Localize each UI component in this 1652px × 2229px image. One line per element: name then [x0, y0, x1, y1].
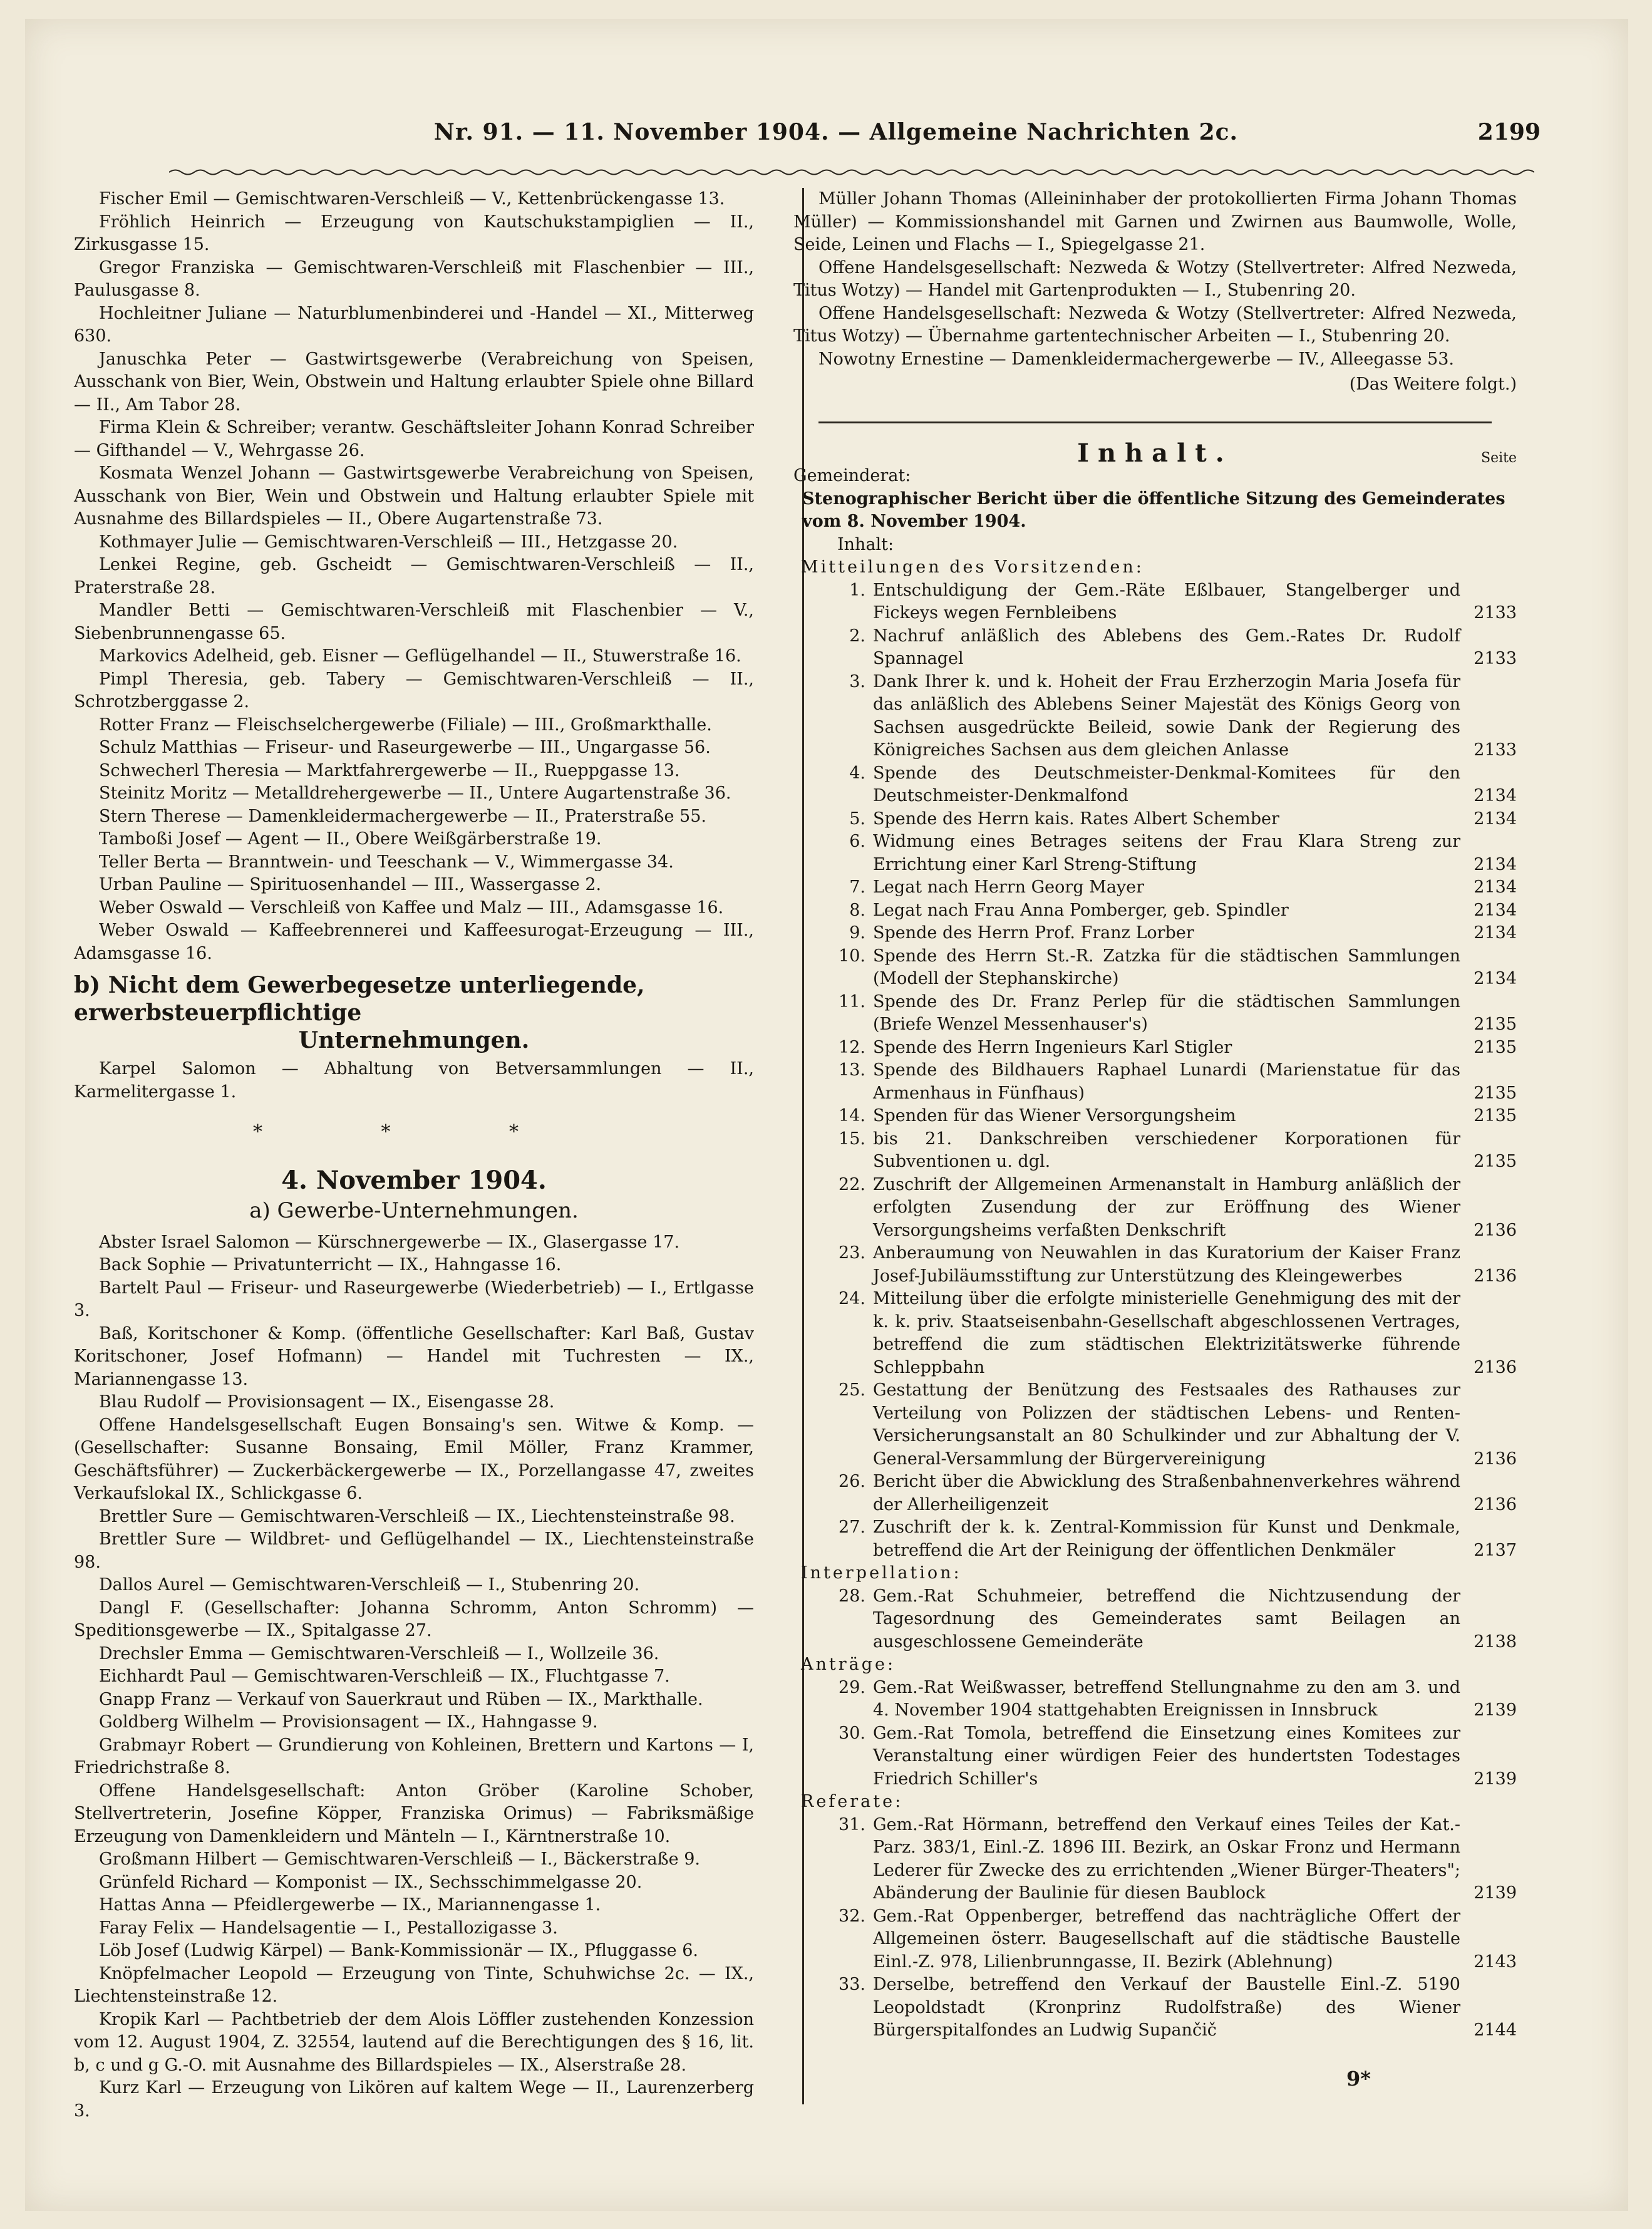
list-entry: Tamboßi Josef — Agent — II., Obere Weißgärberstraße 19.: [99, 829, 602, 849]
list-entry: Hattas Anna — Pfeidlergewerbe — IX., Mariannengasse 1.: [99, 1895, 601, 1915]
toc-item-text: Anberaumung von Neuwahlen in das Kuratorium der Kaiser Franz Josef-Jubiläumsstiftung zur Unterstützung des Kleingewerbes: [873, 1243, 1460, 1286]
entry-list-2: [74, 1058, 754, 1104]
toc-item-page: 2135: [1474, 1015, 1517, 1034]
list-entry: Pimpl Theresia, geb. Tabery — Gemischtwaren-Verschleiß — II., Schrotzberggasse 2.: [74, 669, 754, 711]
section-rule: [818, 421, 1492, 423]
toc-item: [793, 625, 1517, 671]
toc-item-page: 2143: [1474, 1952, 1517, 1972]
toc-item-page: 2134: [1474, 786, 1517, 805]
toc-item-number: 28.: [839, 1586, 865, 1606]
list-entry: Stern Therese — Damenkleidermachergewerbe — II., Praterstraße 55.: [99, 806, 706, 826]
toc-item-number: 8.: [849, 900, 865, 920]
entry-list-right: [793, 188, 1517, 371]
toc-item-page: 2136: [1474, 1266, 1517, 1286]
toc-item: [793, 1174, 1517, 1243]
toc-item-number: 25.: [839, 1380, 865, 1400]
list-entry: Offene Handelsgesellschaft: Nezweda & Wotzy (Stellvertreter: Alfred Nezweda, Titus Wotzy) — Handel mit Gartenprodukten — I., Stubenring 20.: [793, 257, 1517, 300]
toc-item-text: Gem.-Rat Hörmann, betreffend den Verkauf eines Teiles der Kat.-Parz. 383/1, Einl.-Z. 1896 III. Bezirk, an Oskar Fronz und Hermann Lederer für Zwecke des zu errichtenden „Wiener Bürger-Theaters"; Abänderung der Baulinie für diesen Baublock: [873, 1814, 1460, 1903]
toc-item-number: 1.: [849, 580, 865, 600]
toc-item-number: 24.: [839, 1289, 865, 1308]
header-wavy-rule: [169, 168, 1534, 177]
toc-item-text: Spende des Herrn Ingenieurs Karl Stigler: [873, 1037, 1232, 1057]
toc-item-text: Gem.-Rat Oppenberger, betreffend das nachträgliche Offert der Allgemeinen österr. Baugesellschaft auf die städtische Baustelle Einl.-Z. 978, Lilienbrunngasse, II. Bezirk (Ablehnung): [873, 1906, 1460, 1972]
section-b-heading: b) Nicht dem Gewerbegesetze unterliegende, erwerbsteuerpflichtige Unternehmungen.: [74, 972, 645, 1053]
toc-item-page: 2144: [1474, 2020, 1517, 2040]
list-entry: Schulz Matthias — Friseur- und Raseurgewerbe — III., Ungargasse 56.: [99, 738, 711, 757]
toc-item-text: Nachruf anläßlich des Ablebens des Gem.-Rates Dr. Rudolf Spannagel: [873, 626, 1460, 668]
inhalt-label: Inhalt:: [837, 534, 894, 554]
list-entry: Baß, Koritschoner & Komp. (öffentliche Gesellschafter: Karl Baß, Gustav Koritschoner, Josef Hofmann) — Handel mit Tuchresten — IX., Mariannengasse 13.: [74, 1323, 754, 1389]
header-title: Nr. 91. — 11. November 1904. — Allgemeine Nachrichten 2c.: [433, 119, 1239, 145]
toc-item: [793, 1037, 1517, 1060]
list-entry: Januschka Peter — Gastwirtsgewerbe (Verabreichung von Speisen, Ausschank von Bier, Wein, Obstwein und Haltung erlaubter Spiele ohne Billard — II., Am Tabor 28.: [74, 349, 754, 415]
toc-item-page: 2138: [1474, 1632, 1517, 1652]
toc-item-number: 29.: [839, 1677, 865, 1697]
list-entry: Karpel Salomon — Abhaltung von Betversammlungen — II., Karmelitergasse 1.: [74, 1059, 754, 1102]
list-entry: Dallos Aurel — Gemischtwaren-Verschleiß — I., Stubenring 20.: [99, 1575, 640, 1595]
toc-item: [793, 1585, 1517, 1654]
list-entry: Gnapp Franz — Verkauf von Sauerkraut und Rüben — IX., Markthalle.: [99, 1689, 703, 1709]
toc-item-number: 7.: [849, 877, 865, 897]
toc-item: [793, 899, 1517, 923]
toc-item-page: 2134: [1474, 877, 1517, 897]
toc-item-number: 14.: [839, 1106, 865, 1125]
list-entry: Brettler Sure — Wildbret- und Geflügelhandel — IX., Liechtensteinstraße 98.: [74, 1529, 754, 1572]
seite-label: Seite: [1481, 450, 1517, 466]
list-entry: Back Sophie — Privatunterricht — IX., Hahngasse 16.: [99, 1255, 562, 1275]
list-entry: Löb Josef (Ludwig Kärpel) — Bank-Kommissionär — IX., Pfluggasse 6.: [99, 1941, 698, 1960]
toc-item-page: 2134: [1474, 969, 1517, 988]
toc-item-page: 2134: [1474, 923, 1517, 943]
toc-item: [793, 1471, 1517, 1516]
toc-mitteilungen: [793, 579, 1517, 1563]
toc-item-number: 2.: [849, 626, 865, 646]
section-stars: * * *: [252, 1121, 576, 1143]
toc-item: [793, 1814, 1517, 1905]
toc-item: [793, 1722, 1517, 1791]
toc-item-number: 26.: [839, 1472, 865, 1491]
toc-item-text: Spenden für das Wiener Versorgungsheim: [873, 1106, 1236, 1125]
toc-item-text: Zuschrift der Allgemeinen Armenanstalt in Hamburg anläßlich der erfolgten Zusendung der zur Eröffnung des Wiener Versorgungsheims verfaßten Denkschrift: [873, 1174, 1460, 1240]
toc-item-text: Gestattung der Benützung des Festsaales des Rathauses zur Verteilung von Polizzen der städtischen Lebens- und Renten-Versicherungsanstalt an 80 Schulkinder und zur Abhaltung der V. General-Versammlung der Bürgervereinigung: [873, 1380, 1460, 1469]
toc-item-number: 31.: [839, 1814, 865, 1834]
toc-item-page: 2134: [1474, 854, 1517, 874]
list-entry: Knöpfelmacher Leopold — Erzeugung von Tinte, Schuhwichse 2c. — IX., Liechtensteinstraße 12.: [74, 1963, 754, 2006]
list-entry: Weber Oswald — Verschleiß von Kaffee und Malz — III., Adamsgasse 16.: [99, 897, 724, 918]
toc-item: [793, 1905, 1517, 1974]
list-entry: Hochleitner Juliane — Naturblumenbinderei und -Handel — XI., Mitterweg 630.: [74, 303, 754, 346]
toc-item-text: Gem.-Rat Schuhmeier, betreffend die Nichtzusendung der Tagesordnung des Gemeinderates samt Beilagen an ausgeschlossene Gemeinderäte: [873, 1586, 1460, 1652]
list-entry: Teller Berta — Branntwein- und Teeschank — V., Wimmergasse 34.: [99, 852, 674, 872]
toc-item-number: 10.: [839, 946, 865, 966]
entry-list-1: [74, 188, 754, 965]
list-entry: Blau Rudolf — Provisionsagent — IX., Eisengasse 28.: [99, 1392, 555, 1412]
toc-item-page: 2133: [1474, 603, 1517, 623]
list-entry: Faray Felix — Handelsagentie — I., Pestallozigasse 3.: [99, 1918, 558, 1938]
toc-item-page: 2136: [1474, 1449, 1517, 1469]
toc-item-page: 2135: [1474, 1152, 1517, 1171]
toc-item: [793, 991, 1517, 1037]
list-entry: Grabmayr Robert — Grundierung von Kohleinen, Brettern und Kartons — I, Friedrichstraße 8.: [74, 1735, 754, 1777]
date-heading: 4. November 1904.: [281, 1165, 547, 1195]
list-entry: Firma Klein & Schreiber; verantw. Geschäftsleiter Johann Konrad Schreiber — Gifthandel — V., Wehrgasse 26.: [74, 418, 754, 460]
toc-item: [793, 945, 1517, 991]
contents-title: Inhalt. Seite: [793, 442, 1517, 465]
gemeinderat-label: Gemeinderat:: [793, 466, 911, 485]
list-entry: Weber Oswald — Kaffeebrennerei und Kaffeesurogat-Erzeugung — III., Adamsgasse 16.: [74, 921, 754, 963]
toc-item-text: Gem.-Rat Tomola, betreffend die Einsetzung eines Komitees zur Veranstaltung einer würdigen Feier des hundertsten Todestages Friedrich Schiller's: [873, 1723, 1460, 1789]
toc-item: [793, 1677, 1517, 1722]
list-entry: Eichhardt Paul — Gemischtwaren-Verschleiß — IX., Fluchtgasse 7.: [99, 1667, 670, 1686]
list-entry: Markovics Adelheid, geb. Eisner — Geflügelhandel — II., Stuwerstraße 16.: [99, 646, 741, 666]
toc-item-text: Dank Ihrer k. und k. Hoheit der Frau Erzherzogin Maria Josefa für das anläßlich des Ablebens Seiner Majestät des Königs Georg von Sachsen ausgedrückte Beileid, sowie Dank der Regierung des Königreiches Sachsen aus dem gleichen Anlasse: [873, 671, 1460, 760]
toc-item: [793, 1516, 1517, 1562]
toc-item-text: Spende des Deutschmeister-Denkmal-Komitees für den Deutschmeister-Denkmalfond: [873, 763, 1460, 805]
toc-item-text: Mitteilung über die erfolgte ministerielle Genehmigung des mit der k. k. priv. Staatseisenbahn-Gesellschaft abgeschlossenen Vertrages, betreffend die zum städtischen Elektrizitätswerke führende Schleppbahn: [873, 1289, 1460, 1377]
bericht-title: Stenographischer Bericht über die öffentliche Sitzung des Gemeinderates vom 8. November 1904.: [802, 489, 1505, 531]
toc-item-page: 2139: [1474, 1700, 1517, 1720]
toc-item: [793, 671, 1517, 762]
toc-item-number: 3.: [849, 671, 865, 691]
toc-item-text: bis 21. Dankschreiben verschiedener Korporationen für Subventionen u. dgl.: [873, 1129, 1460, 1171]
list-entry: Rotter Franz — Fleischselchergewerbe (Filiale) — III., Großmarkthalle.: [99, 715, 712, 735]
toc-item-number: 11.: [839, 991, 865, 1011]
toc-item-number: 12.: [839, 1037, 865, 1057]
toc-item-number: 4.: [849, 763, 865, 783]
referate-label: Referate:: [801, 1792, 904, 1811]
toc-item-page: 2133: [1474, 740, 1517, 760]
toc-item-page: 2134: [1474, 809, 1517, 829]
toc-item: [793, 830, 1517, 876]
toc-item-number: 15.: [839, 1129, 865, 1149]
toc-item-page: 2137: [1474, 1540, 1517, 1560]
list-entry: Brettler Sure — Gemischtwaren-Verschleiß — IX., Liechtensteinstraße 98.: [99, 1506, 735, 1526]
toc-item-text: Zuschrift der k. k. Zentral-Kommission für Kunst und Denkmale, betreffend die Art der Reinigung der öffentlichen Denkmäler: [873, 1518, 1460, 1560]
toc-item: [793, 922, 1517, 945]
toc-item-text: Gem.-Rat Weißwasser, betreffend Stellungnahme zu den am 3. und 4. November 1904 stattgehabten Ereignissen in Innsbruck: [873, 1677, 1460, 1720]
signature-mark: 9*: [1346, 2067, 1371, 2091]
mitteilungen-label: Mitteilungen des Vorsitzenden:: [801, 557, 1144, 577]
toc-item-page: 2133: [1474, 649, 1517, 668]
entry-list-3: [74, 1231, 754, 2123]
list-entry: Gregor Franziska — Gemischtwaren-Verschleiß mit Flaschenbier — III., Paulusgasse 8.: [74, 257, 754, 300]
toc-item-text: Legat nach Frau Anna Pomberger, geb. Spindler: [873, 900, 1289, 920]
list-entry: Kurz Karl — Erzeugung von Likören auf kaltem Wege — II., Laurenzerberg 3.: [74, 2078, 754, 2121]
toc-item: [793, 1242, 1517, 1288]
toc-referate: [793, 1814, 1517, 2042]
list-entry: Kosmata Wenzel Johann — Gastwirtsgewerbe Verabreichung von Speisen, Ausschank von Bier, Wein und Obstwein und Haltung erlaubter Spiele mit Ausnahme des Billardspieles — II., Obere Augartenstraße 73.: [74, 463, 754, 529]
toc-item-page: 2135: [1474, 1037, 1517, 1057]
toc-item-text: Spende des Dr. Franz Perlep für die städtischen Sammlungen (Briefe Wenzel Messenhauser's): [873, 991, 1460, 1034]
list-entry: Urban Pauline — Spirituosenhandel — III., Wassergasse 2.: [99, 875, 602, 894]
toc-item-text: Entschuldigung der Gem.-Räte Eßlbauer, Stangelberger und Fickeys wegen Fernbleibens: [873, 580, 1460, 623]
toc-item: [793, 1105, 1517, 1128]
list-entry: Dangl F. (Gesellschafter: Johanna Schromm, Anton Schromm) — Speditionsgewerbe — IX., Spitalgasse 27.: [74, 1598, 754, 1640]
toc-item-text: Legat nach Herrn Georg Mayer: [873, 877, 1145, 897]
list-entry: Mandler Betti — Gemischtwaren-Verschleiß mit Flaschenbier — V., Siebenbrunnengasse 65.: [74, 601, 754, 643]
toc-item-page: 2135: [1474, 1083, 1517, 1103]
list-entry: Großmann Hilbert — Gemischtwaren-Verschleiß — I., Bäckerstraße 9.: [99, 1849, 700, 1869]
page-number: 2199: [1477, 119, 1541, 145]
left-column: [74, 188, 754, 2123]
list-entry: Schwecherl Theresia — Marktfahrergewerbe — II., Rueppgasse 13.: [99, 760, 680, 780]
list-entry: Müller Johann Thomas (Alleininhaber der protokollierten Firma Johann Thomas Müller) — Kommissionshandel mit Garnen und Zwirnen aus Baumwolle, Wolle, Seide, Leinen und Flachs — I., Spiegelgasse 21.: [793, 189, 1517, 254]
list-entry: Abster Israel Salomon — Kürschnergewerbe — IX., Glasergasse 17.: [99, 1232, 680, 1252]
toc-item: [793, 1288, 1517, 1379]
toc-item-page: 2135: [1474, 1106, 1517, 1125]
toc-item: [793, 1128, 1517, 1174]
sub-heading: a) Gewerbe-Unternehmungen.: [249, 1198, 579, 1223]
toc-item-page: 2136: [1474, 1357, 1517, 1377]
toc-item: [793, 1379, 1517, 1471]
toc-item: [793, 1059, 1517, 1105]
toc-item-number: 23.: [839, 1243, 865, 1263]
list-entry: Kropik Karl — Pachtbetrieb der dem Alois Löffler zustehenden Konzession vom 12. August 1904, Z. 32554, lautend auf die Berechtigungen des § 16, lit. b, c und g G.-O. mit Ausnahme des Billardspieles — IX., Alserstraße 28.: [74, 2009, 754, 2075]
toc-item-text: Spende des Herrn St.-R. Zatzka für die städtischen Sammlungen (Modell der Stephanskirche): [873, 946, 1460, 988]
list-entry: Goldberg Wilhelm — Provisionsagent — IX., Hahngasse 9.: [99, 1712, 598, 1732]
list-entry: Fischer Emil — Gemischtwaren-Verschleiß — V., Kettenbrückengasse 13.: [99, 189, 725, 209]
toc-item-text: Spende des Bildhauers Raphael Lunardi (Marienstatue für das Armenhaus in Fünfhaus): [873, 1060, 1460, 1103]
toc-item-page: 2134: [1474, 900, 1517, 920]
toc-item-number: 22.: [839, 1174, 865, 1194]
toc-item: [793, 876, 1517, 899]
toc-item-number: 33.: [839, 1975, 865, 1994]
list-entry: Offene Handelsgesellschaft: Nezweda & Wotzy (Stellvertreter: Alfred Nezweda, Titus Wotzy) — Übernahme gartentechnischer Arbeiten — I., Stubenring 20.: [793, 303, 1517, 346]
toc-item-text: Derselbe, betreffend den Verkauf der Baustelle Einl.-Z. 5190 Leopoldstadt (Kronprinz Rudolfstraße) des Wiener Bürgerspitalfondes an Ludwig Supančič: [873, 1975, 1460, 2040]
list-entry: Drechsler Emma — Gemischtwaren-Verschleiß — I., Wollzeile 36.: [99, 1643, 659, 1663]
toc-item-number: 13.: [839, 1060, 865, 1080]
toc-item-number: 32.: [839, 1906, 865, 1926]
list-entry: Offene Handelsgesellschaft Eugen Bonsaing's sen. Witwe & Komp. — (Gesellschafter: Susanne Bonsaing, Emil Möller, Franz Krammer, Geschäftsführer) — Zuckerbäckergewerbe — IX., Porzellangasse 47, zweites Verkaufslokal IX., Schlickgasse 6.: [74, 1415, 754, 1503]
toc-item: [793, 808, 1517, 831]
toc-item-text: Widmung eines Betrages seitens der Frau Klara Streng zur Errichtung einer Karl Streng-Stiftung: [873, 832, 1460, 874]
list-entry: Grünfeld Richard — Komponist — IX., Sechsschimmelgasse 20.: [99, 1872, 643, 1892]
interpellation-label: Interpellation:: [801, 1563, 962, 1583]
toc-item-number: 9.: [849, 923, 865, 943]
toc-item-number: 30.: [839, 1723, 865, 1743]
list-entry: Lenkei Regine, geb. Gscheidt — Gemischtwaren-Verschleiß — II., Praterstraße 28.: [74, 555, 754, 597]
toc-item-number: 6.: [849, 832, 865, 851]
list-entry: Steinitz Moritz — Metalldrehergewerbe — II., Untere Augartenstraße 36.: [99, 784, 731, 803]
list-entry: Fröhlich Heinrich — Erzeugung von Kautschukstampiglien — II., Zirkusgasse 15.: [74, 212, 754, 254]
antraege-label: Anträge:: [801, 1655, 896, 1674]
toc-item: [793, 762, 1517, 808]
toc-item-text: Bericht über die Abwicklung des Straßenbahnenverkehres während der Allerheiligenzeit: [873, 1472, 1460, 1514]
toc-item-text: Spende des Herrn kais. Rates Albert Schember: [873, 809, 1279, 829]
toc-item: [793, 579, 1517, 625]
list-entry: Kothmayer Julie — Gemischtwaren-Verschleiß — III., Hetzgasse 20.: [99, 532, 678, 552]
running-header: [132, 119, 1541, 157]
continuation-note: (Das Weitere folgt.): [1349, 375, 1517, 394]
list-entry: Nowotny Ernestine — Damenkleidermachergewerbe — IV., Alleegasse 53.: [818, 349, 1454, 369]
list-entry: Offene Handelsgesellschaft: Anton Gröber (Karoline Schober, Stellvertreterin, Josefine Köpper, Franziska Orimus) — Fabriksmäßige Erzeugung von Damenkleidern und Mänteln — I., Kärntnerstraße 10.: [74, 1781, 754, 1846]
toc-item-page: 2139: [1474, 1883, 1517, 1903]
toc-item-number: 27.: [839, 1518, 865, 1537]
list-entry: Bartelt Paul — Friseur- und Raseurgewerbe (Wiederbetrieb) — I., Ertlgasse 3.: [74, 1278, 754, 1320]
toc-item: [793, 1973, 1517, 2042]
toc-item-number: 5.: [849, 809, 865, 829]
toc-interpellation: [793, 1585, 1517, 1654]
toc-item-text: Spende des Herrn Prof. Franz Lorber: [873, 923, 1194, 943]
toc-item-page: 2136: [1474, 1494, 1517, 1514]
toc-item-page: 2139: [1474, 1769, 1517, 1789]
toc-item-page: 2136: [1474, 1220, 1517, 1240]
right-column: [793, 188, 1517, 2042]
toc-antraege: [793, 1677, 1517, 1791]
